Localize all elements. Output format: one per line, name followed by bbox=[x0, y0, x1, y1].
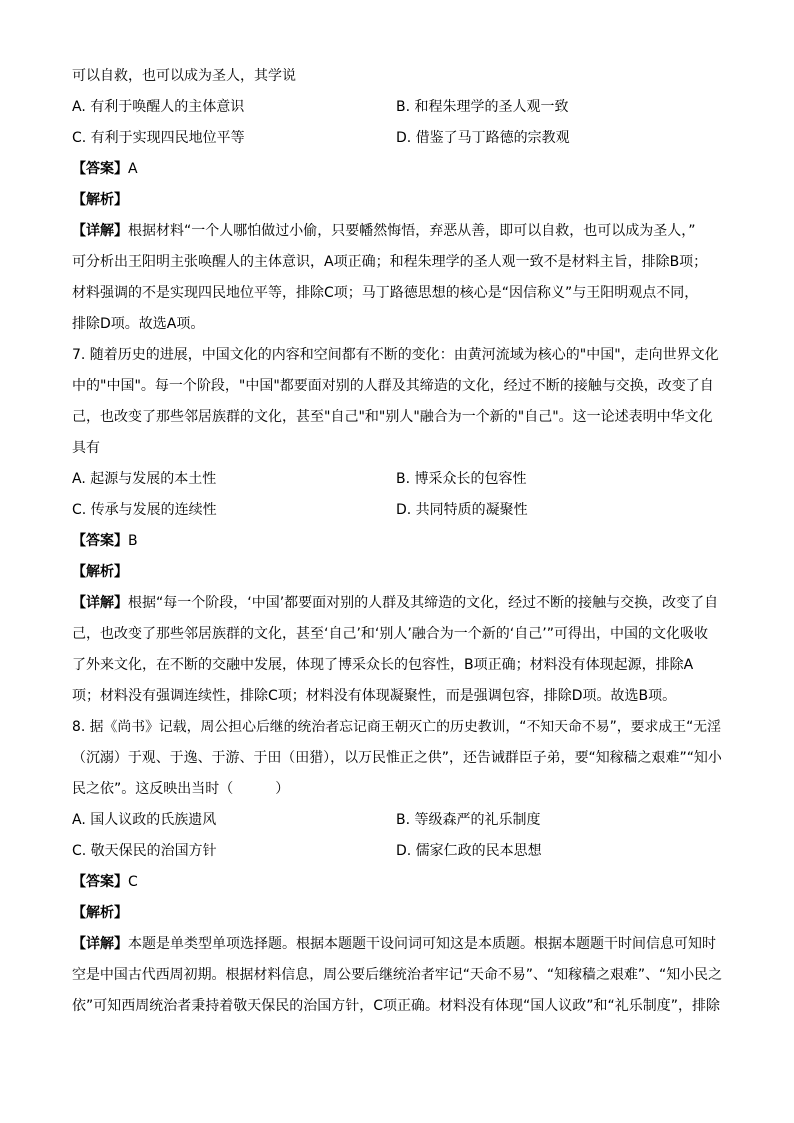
question-stem-line: 8. 据《尚书》记载，周公担心后继的统治者忘记商王朝灭亡的历史教训，“不知天命不易”，要求成王“无淫 bbox=[72, 719, 721, 735]
analysis-label: 【解析】 bbox=[72, 564, 128, 580]
detail-line: 项；材料没有强调连续性，排除C项；材料没有体现凝聚性，而是强调包容，排除D项。故选B项。 bbox=[72, 688, 677, 704]
detail-line: 可分析出王阳明主张唤醒人的主体意识，A项正确；和程朱理学的圣人观一致不是材料主旨，排除B项； bbox=[72, 254, 708, 270]
detail-label: 【详解】 bbox=[72, 595, 128, 611]
detail-line: 空是中国古代西周初期。根据材料信息，周公要后继统治者牢记“天命不易”、“知稼穑之艰难”、“知小民之 bbox=[72, 967, 723, 983]
answer-value: A bbox=[128, 161, 138, 177]
detail-line: 材料强调的不是实现四民地位平等，排除C项；马丁路德思想的核心是“因信称义”与王阳明观点不同， bbox=[72, 285, 699, 301]
option-a: A. 起源与发展的本土性 bbox=[72, 471, 217, 487]
question-stem-line: 民之依”。这反映出当时（ ） bbox=[72, 781, 290, 797]
answer-line bbox=[72, 531, 138, 551]
detail-label: 【详解】 bbox=[72, 223, 128, 239]
detail-text: 根据“每一个阶段，‘中国’都要面对别的人群及其缔造的文化，经过不断的接触与交换，改变了自 bbox=[128, 595, 719, 611]
answer-value: C bbox=[128, 874, 138, 890]
question-stem-line: 7. 随着历史的进展，中国文化的内容和空间都有不断的变化：由黄河流域为核心的"中国"，走向世界文化 bbox=[72, 347, 719, 363]
answer-value: B bbox=[128, 533, 138, 549]
detail-line: 了外来文化，在不断的交融中发展，体现了博采众长的包容性，B项正确；材料没有体现起源，排除A bbox=[72, 657, 694, 673]
detail-line bbox=[72, 593, 718, 613]
question-stem-line: 具有 bbox=[72, 440, 100, 456]
option-c: C. 敬天保民的治国方针 bbox=[72, 843, 217, 859]
detail-line bbox=[72, 221, 696, 241]
detail-line: 排除D项。故选A项。 bbox=[72, 316, 205, 332]
detail-text: 根据材料“一个人哪怕做过小偷，只要幡然悔悟，弃恶从善，即可以自救，也可以成为圣人，” bbox=[128, 223, 696, 239]
option-d: D. 儒家仁政的民本思想 bbox=[396, 843, 542, 859]
detail-line: 依”可知西周统治者秉持着敬天保民的治国方针，C项正确。材料没有体现“国人议政”和“礼乐制度”，排除 bbox=[72, 998, 721, 1014]
detail-label: 【详解】 bbox=[72, 936, 128, 952]
option-a: A. 有利于唤醒人的主体意识 bbox=[72, 99, 245, 115]
detail-line bbox=[72, 934, 716, 954]
question-stem-line: 己，也改变了那些邻居族群的文化，甚至"自己"和"别人"融合为一个新的"自己"。这一论述表明中华文化 bbox=[72, 409, 713, 425]
question-stem-line: 中的"中国"。每一个阶段，"中国"都要面对别的人群及其缔造的文化，经过不断的接触与交换，改变了自 bbox=[72, 378, 714, 394]
option-a: A. 国人议政的氏族遗风 bbox=[72, 812, 217, 828]
option-b: B. 和程朱理学的圣人观一致 bbox=[396, 99, 569, 115]
analysis-label: 【解析】 bbox=[72, 192, 128, 208]
answer-label: 【答案】 bbox=[72, 533, 128, 549]
answer-line bbox=[72, 159, 138, 179]
option-b: B. 等级森严的礼乐制度 bbox=[396, 812, 541, 828]
option-d: D. 借鉴了马丁路德的宗教观 bbox=[396, 130, 570, 146]
answer-label: 【答案】 bbox=[72, 161, 128, 177]
question-stem-line: 可以自救，也可以成为圣人，其学说 bbox=[72, 68, 296, 84]
option-c: C. 传承与发展的连续性 bbox=[72, 502, 217, 518]
option-c: C. 有利于实现四民地位平等 bbox=[72, 130, 245, 146]
detail-line: 己，也改变了那些邻居族群的文化，甚至‘自己’和‘别人’融合为一个新的‘自己’”可得出，中国的文化吸收 bbox=[72, 626, 708, 642]
answer-line bbox=[72, 872, 138, 892]
analysis-label: 【解析】 bbox=[72, 905, 128, 921]
detail-text: 本题是单类型单项选择题。根据本题题干设问词可知这是本质题。根据本题题干时间信息可知时 bbox=[128, 936, 716, 952]
option-b: B. 博采众长的包容性 bbox=[396, 471, 527, 487]
option-d: D. 共同特质的凝聚性 bbox=[396, 502, 528, 518]
question-stem-line: （沉溺）于观、于逸、于游、于田（田猎），以万民惟正之供”，还告诫群臣子弟，要“知稼穑之艰难”“知小 bbox=[72, 750, 722, 766]
answer-label: 【答案】 bbox=[72, 874, 128, 890]
